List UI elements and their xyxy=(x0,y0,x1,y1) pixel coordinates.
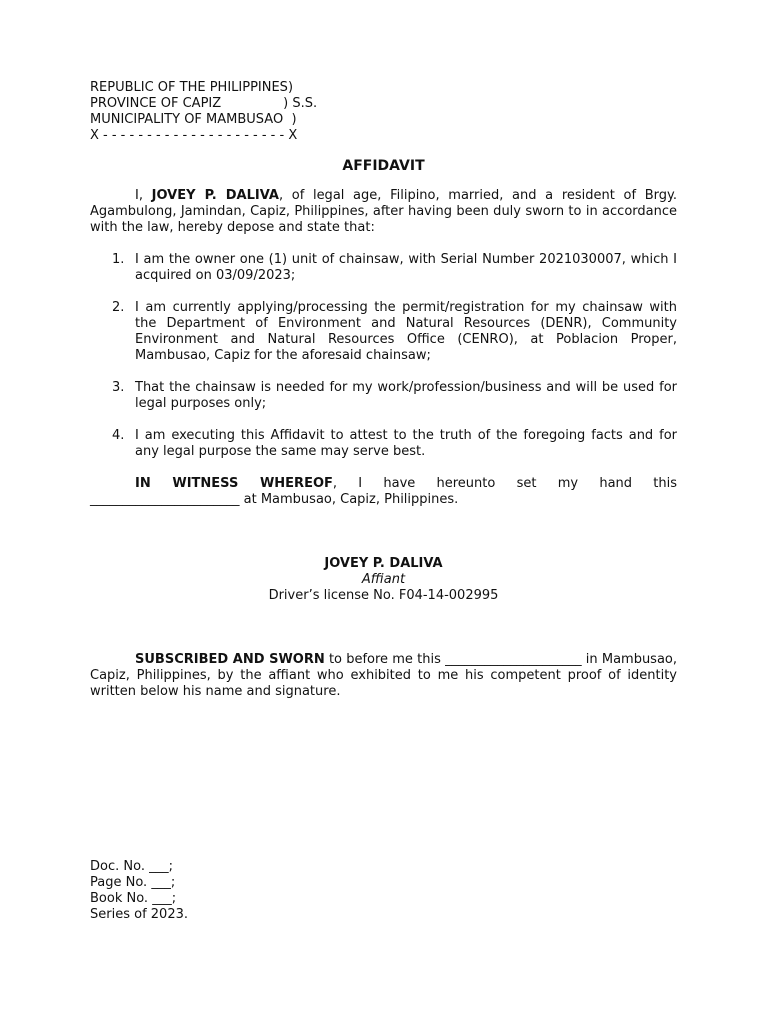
statement-number: 1. xyxy=(112,252,125,267)
venue-block xyxy=(90,80,677,144)
venue-republic: REPUBLIC OF THE PHILIPPINES) xyxy=(90,80,294,95)
series-year: Series of 2023. xyxy=(90,907,188,922)
statement-number: 3. xyxy=(112,380,125,395)
statement-item xyxy=(90,300,677,364)
witness-date-line xyxy=(90,492,677,508)
intro-text: , of legal age, Filipino, married, and a resident of Brgy. Agambulong, Jamindan, Capiz, Philippines, after having been duly sworn to in accordance with the law, hereby depose and state that: xyxy=(90,188,677,235)
jurat-heading: SUBSCRIBED AND SWORN xyxy=(135,652,325,667)
venue-province: PROVINCE OF CAPIZ ) S.S. xyxy=(90,96,318,111)
statement-number: 4. xyxy=(112,428,125,443)
statement-text: I am currently applying/processing the permit/registration for my chainsaw with the Department of Environment and Natural Resources (DENR), Community Environment and Natural Resources Office (CENRO), at Poblacion Proper, Mambusao, Capiz for the aforesaid chainsaw; xyxy=(135,300,677,363)
statement-item xyxy=(90,380,677,412)
jurat-text xyxy=(90,652,677,700)
jurat-text-2: in Mambusao, Capiz, Philippines, by the affiant who exhibited to me his competent proof of identity written below his name and signature. xyxy=(90,652,678,699)
statement-item xyxy=(90,252,677,284)
intro-paragraph xyxy=(90,188,677,236)
page-number: Page No. ___; xyxy=(90,875,176,890)
statement-text: I am the owner one (1) unit of chainsaw, with Serial Number 2021030007, which I acquired on 03/09/2023; xyxy=(135,252,677,283)
affiant-role: Affiant xyxy=(361,572,406,587)
doc-number: Doc. No. ___; xyxy=(90,859,173,874)
witness-place: at Mambusao, Capiz, Philippines. xyxy=(239,492,459,507)
statement-text: That the chainsaw is needed for my work/profession/business and will be used for legal purposes only; xyxy=(135,380,677,411)
jurat-paragraph xyxy=(90,652,677,700)
affidavit-document xyxy=(90,80,677,700)
statement-text: I am executing this Affidavit to attest to the truth of the foregoing facts and for any legal purpose the same may serve best. xyxy=(135,428,677,459)
intro-affiant-name: JOVEY P. DALIVA xyxy=(151,188,279,203)
jurat-text-1: to before me this xyxy=(324,652,446,667)
affiant-license: Driver’s license No. F04-14-002995 xyxy=(268,588,499,603)
statement-item xyxy=(90,428,677,460)
witness-heading: IN WITNESS WHEREOF xyxy=(135,476,333,491)
venue-separator: X - - - - - - - - - - - - - - - - - - - - - X xyxy=(90,128,298,143)
witness-line xyxy=(90,476,677,492)
venue-municipality: MUNICIPALITY OF MAMBUSAO ) xyxy=(90,112,297,127)
affiant-name: JOVEY P. DALIVA xyxy=(324,556,443,571)
document-title: AFFIDAVIT xyxy=(342,158,425,174)
statement-number: 2. xyxy=(112,300,125,315)
notarial-register-block xyxy=(90,859,188,923)
intro-prefix: I, xyxy=(135,188,152,203)
witness-text: , I have hereunto set my hand this xyxy=(332,476,677,491)
jurat-date-blank: _____________________ xyxy=(445,652,582,667)
book-number: Book No. ___; xyxy=(90,891,177,906)
affiant-signature-block xyxy=(90,556,677,604)
statement-list xyxy=(90,252,677,460)
witness-paragraph xyxy=(90,476,677,508)
witness-date-blank: _______________________ xyxy=(90,492,240,507)
